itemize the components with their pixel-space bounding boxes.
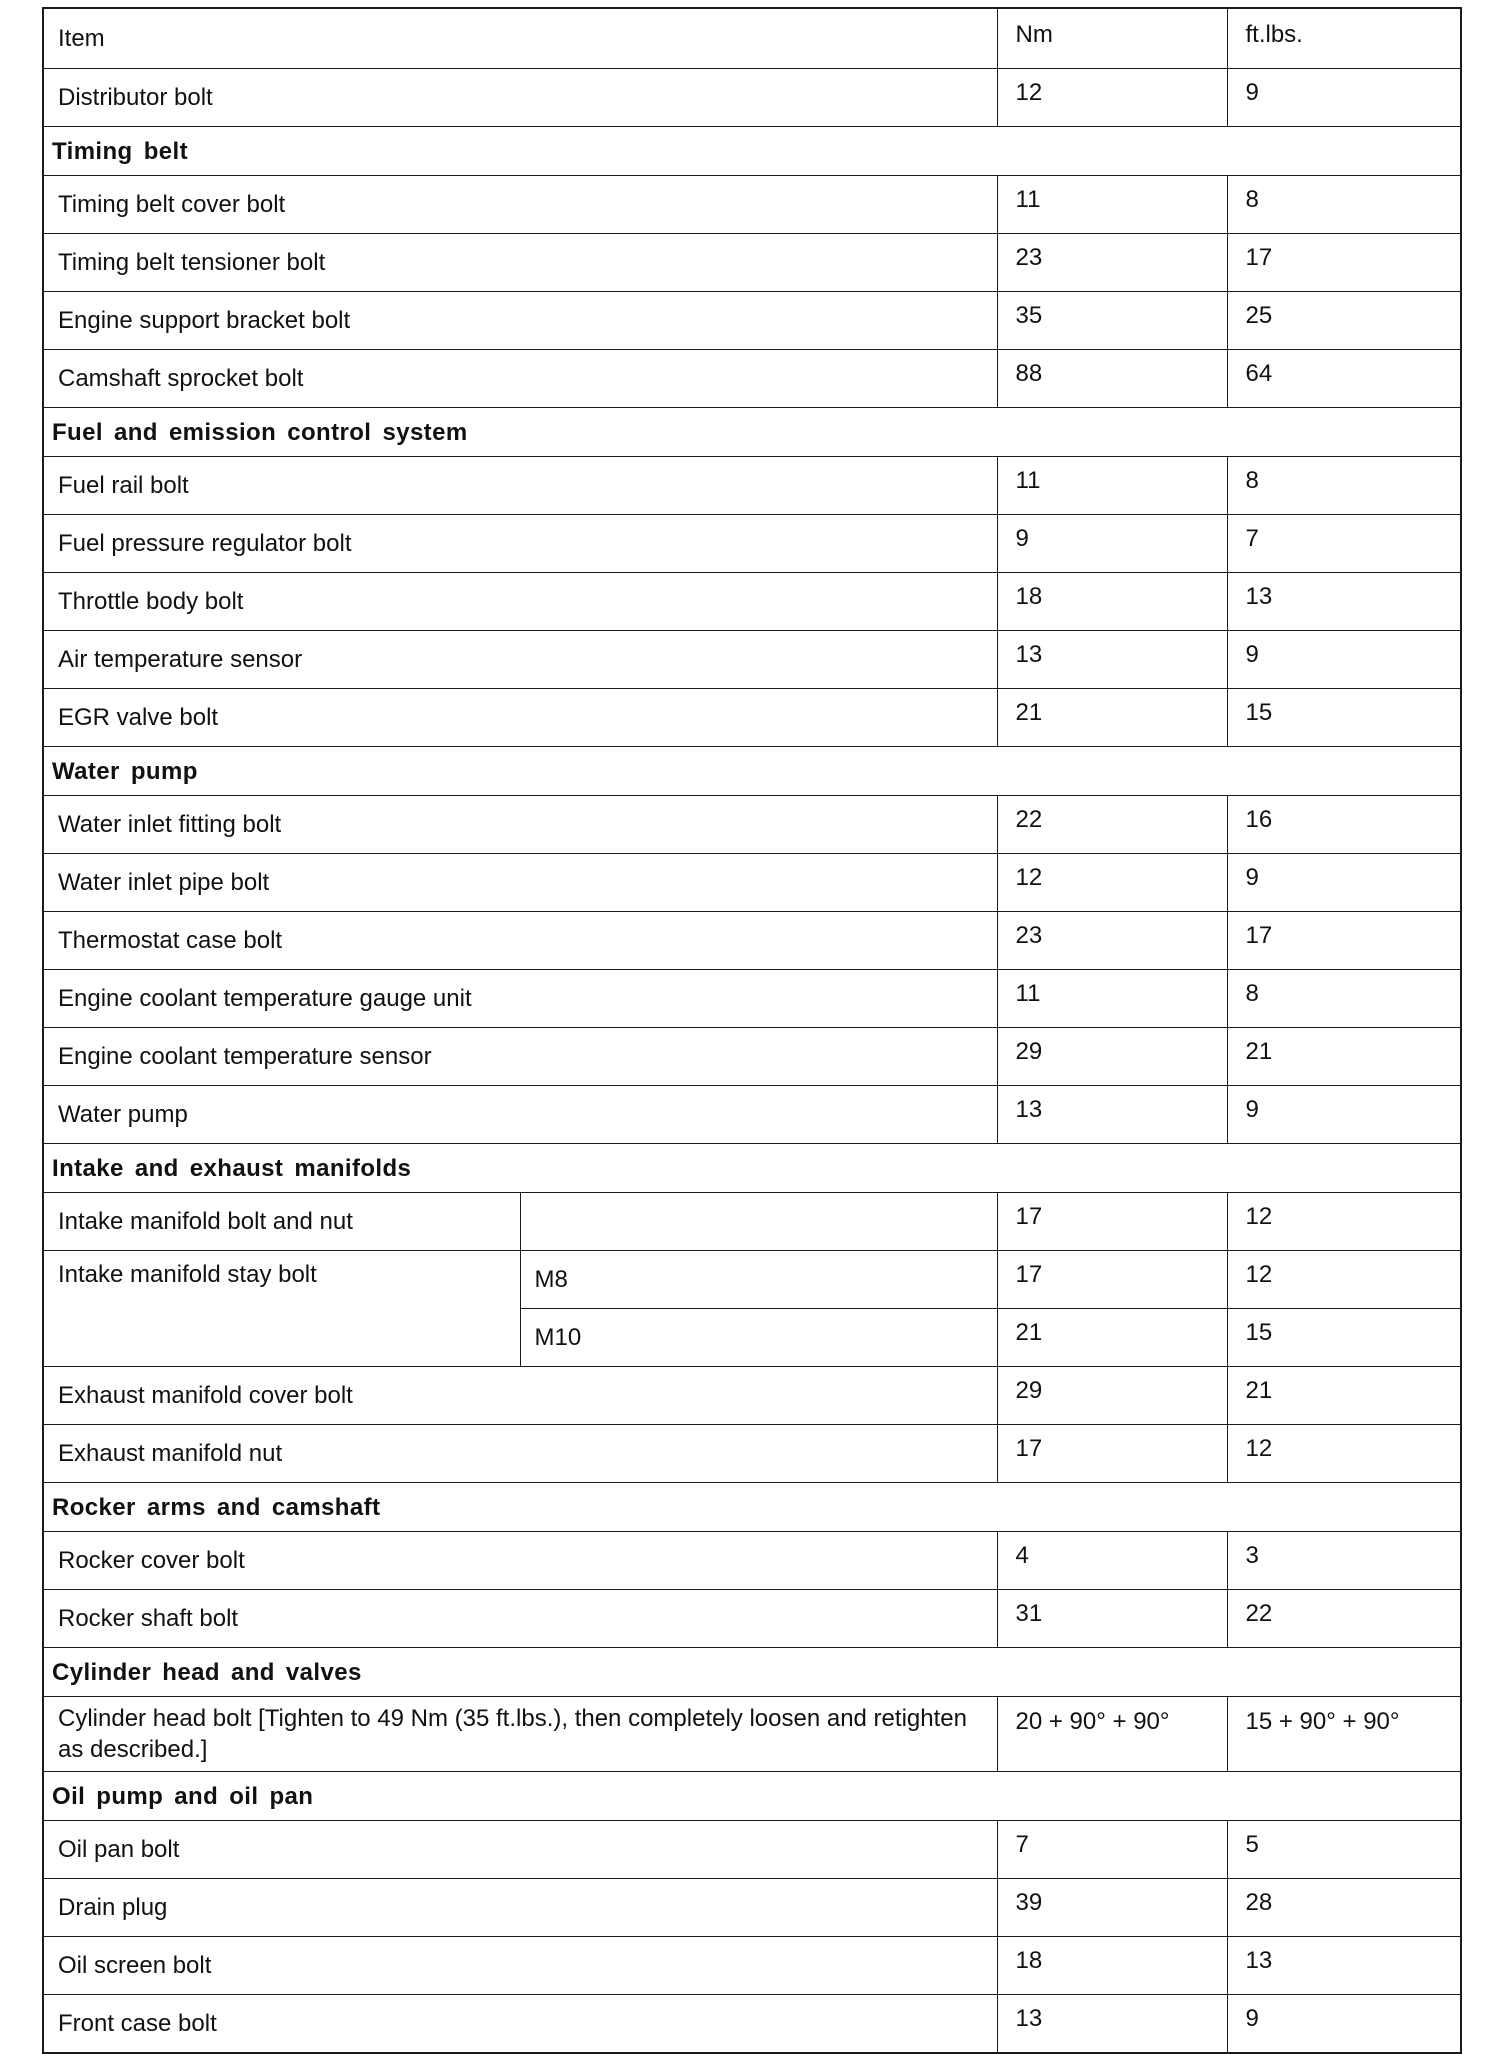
ftlbs-value: 12 <box>1227 1251 1461 1309</box>
nm-value: 29 <box>997 1028 1227 1086</box>
nm-value: 18 <box>997 1937 1227 1995</box>
ftlbs-value: 17 <box>1227 234 1461 292</box>
table-row <box>43 1532 1461 1590</box>
ftlbs-value: 15 + 90° + 90° <box>1227 1697 1461 1772</box>
nm-value: 17 <box>997 1425 1227 1483</box>
table-row <box>43 234 1461 292</box>
item-label: Exhaust manifold nut <box>43 1425 997 1483</box>
item-label: Water inlet pipe bolt <box>43 854 997 912</box>
section-title: Fuel and emission control system <box>43 408 1461 457</box>
table-row <box>43 350 1461 408</box>
header-row <box>43 8 1461 69</box>
table-row <box>43 176 1461 234</box>
item-label: Front case bolt <box>43 1995 997 2054</box>
ftlbs-value: 16 <box>1227 796 1461 854</box>
ftlbs-value: 12 <box>1227 1425 1461 1483</box>
ftlbs-value: 15 <box>1227 689 1461 747</box>
ftlbs-value: 9 <box>1227 1995 1461 2054</box>
ftlbs-value: 12 <box>1227 1193 1461 1251</box>
table-row <box>43 1879 1461 1937</box>
torque-table <box>42 7 1462 2054</box>
item-label: Oil screen bolt <box>43 1937 997 1995</box>
section-title: Intake and exhaust manifolds <box>43 1144 1461 1193</box>
item-label: Rocker cover bolt <box>43 1532 997 1590</box>
table-row <box>43 854 1461 912</box>
ftlbs-value: 17 <box>1227 912 1461 970</box>
item-label: Oil pan bolt <box>43 1821 997 1879</box>
table-row <box>43 1367 1461 1425</box>
header-ftlbs: ft.lbs. <box>1227 8 1461 69</box>
item-label: Exhaust manifold cover bolt <box>43 1367 997 1425</box>
section-title: Oil pump and oil pan <box>43 1772 1461 1821</box>
table-row <box>43 1425 1461 1483</box>
nm-value: 12 <box>997 69 1227 127</box>
item-label: Cylinder head bolt [Tighten to 49 Nm (35 ft.lbs.), then completely loosen and retighten as described.] <box>43 1697 997 1772</box>
ftlbs-value: 13 <box>1227 573 1461 631</box>
item-label: Intake manifold bolt and nut <box>43 1193 520 1251</box>
nm-value: 18 <box>997 573 1227 631</box>
nm-value: 13 <box>997 631 1227 689</box>
item-label: Camshaft sprocket bolt <box>43 350 997 408</box>
bolt-size: M8 <box>520 1251 997 1309</box>
ftlbs-value: 8 <box>1227 970 1461 1028</box>
nm-value: 88 <box>997 350 1227 408</box>
item-label: Engine coolant temperature sensor <box>43 1028 997 1086</box>
item-label: Timing belt tensioner bolt <box>43 234 997 292</box>
ftlbs-value: 9 <box>1227 631 1461 689</box>
ftlbs-value: 25 <box>1227 292 1461 350</box>
size-cell-empty <box>520 1193 997 1251</box>
table-row <box>43 1697 1461 1772</box>
table-row <box>43 1028 1461 1086</box>
table-row <box>43 631 1461 689</box>
ftlbs-value: 9 <box>1227 69 1461 127</box>
ftlbs-value: 15 <box>1227 1309 1461 1367</box>
nm-value: 31 <box>997 1590 1227 1648</box>
header-nm: Nm <box>997 8 1227 69</box>
section-row <box>43 1648 1461 1697</box>
table-row <box>43 689 1461 747</box>
nm-value: 7 <box>997 1821 1227 1879</box>
nm-value: 11 <box>997 457 1227 515</box>
section-row <box>43 747 1461 796</box>
item-label: Engine coolant temperature gauge unit <box>43 970 997 1028</box>
ftlbs-value: 5 <box>1227 1821 1461 1879</box>
nm-value: 4 <box>997 1532 1227 1590</box>
item-label: Throttle body bolt <box>43 573 997 631</box>
item-label: Fuel rail bolt <box>43 457 997 515</box>
table-row <box>43 1251 1461 1309</box>
nm-value: 11 <box>997 970 1227 1028</box>
ftlbs-value: 9 <box>1227 1086 1461 1144</box>
section-title: Timing belt <box>43 127 1461 176</box>
nm-value: 13 <box>997 1995 1227 2054</box>
table-row <box>43 1193 1461 1251</box>
table-row <box>43 796 1461 854</box>
ftlbs-value: 21 <box>1227 1367 1461 1425</box>
table-row <box>43 1995 1461 2054</box>
section-title: Rocker arms and camshaft <box>43 1483 1461 1532</box>
nm-value: 9 <box>997 515 1227 573</box>
table-row <box>43 515 1461 573</box>
ftlbs-value: 22 <box>1227 1590 1461 1648</box>
item-label: Water pump <box>43 1086 997 1144</box>
item-label: Thermostat case bolt <box>43 912 997 970</box>
table-row <box>43 292 1461 350</box>
item-label: Intake manifold stay bolt <box>43 1251 520 1367</box>
ftlbs-value: 28 <box>1227 1879 1461 1937</box>
section-row <box>43 408 1461 457</box>
nm-value: 20 + 90° + 90° <box>997 1697 1227 1772</box>
ftlbs-value: 3 <box>1227 1532 1461 1590</box>
nm-value: 21 <box>997 689 1227 747</box>
table-row <box>43 457 1461 515</box>
table-row <box>43 1937 1461 1995</box>
nm-value: 17 <box>997 1193 1227 1251</box>
nm-value: 23 <box>997 234 1227 292</box>
item-label: Engine support bracket bolt <box>43 292 997 350</box>
nm-value: 23 <box>997 912 1227 970</box>
table-row <box>43 1590 1461 1648</box>
item-label: Water inlet fitting bolt <box>43 796 997 854</box>
ftlbs-value: 7 <box>1227 515 1461 573</box>
table-row <box>43 1821 1461 1879</box>
torque-spec-sheet <box>42 7 1460 2054</box>
ftlbs-value: 13 <box>1227 1937 1461 1995</box>
section-title: Water pump <box>43 747 1461 796</box>
nm-value: 17 <box>997 1251 1227 1309</box>
section-row <box>43 1483 1461 1532</box>
section-row <box>43 1772 1461 1821</box>
ftlbs-value: 8 <box>1227 457 1461 515</box>
ftlbs-value: 8 <box>1227 176 1461 234</box>
item-label: Air temperature sensor <box>43 631 997 689</box>
ftlbs-value: 64 <box>1227 350 1461 408</box>
nm-value: 11 <box>997 176 1227 234</box>
item-label: EGR valve bolt <box>43 689 997 747</box>
header-item: Item <box>43 8 997 69</box>
item-label: Timing belt cover bolt <box>43 176 997 234</box>
table-row <box>43 970 1461 1028</box>
item-label: Distributor bolt <box>43 69 997 127</box>
nm-value: 13 <box>997 1086 1227 1144</box>
nm-value: 22 <box>997 796 1227 854</box>
nm-value: 29 <box>997 1367 1227 1425</box>
bolt-size: M10 <box>520 1309 997 1367</box>
section-row <box>43 1144 1461 1193</box>
ftlbs-value: 9 <box>1227 854 1461 912</box>
nm-value: 12 <box>997 854 1227 912</box>
item-label: Drain plug <box>43 1879 997 1937</box>
section-row <box>43 127 1461 176</box>
table-row <box>43 69 1461 127</box>
table-row <box>43 1086 1461 1144</box>
item-label: Fuel pressure regulator bolt <box>43 515 997 573</box>
item-label: Rocker shaft bolt <box>43 1590 997 1648</box>
nm-value: 35 <box>997 292 1227 350</box>
table-row <box>43 573 1461 631</box>
nm-value: 21 <box>997 1309 1227 1367</box>
section-title: Cylinder head and valves <box>43 1648 1461 1697</box>
ftlbs-value: 21 <box>1227 1028 1461 1086</box>
table-row <box>43 912 1461 970</box>
nm-value: 39 <box>997 1879 1227 1937</box>
